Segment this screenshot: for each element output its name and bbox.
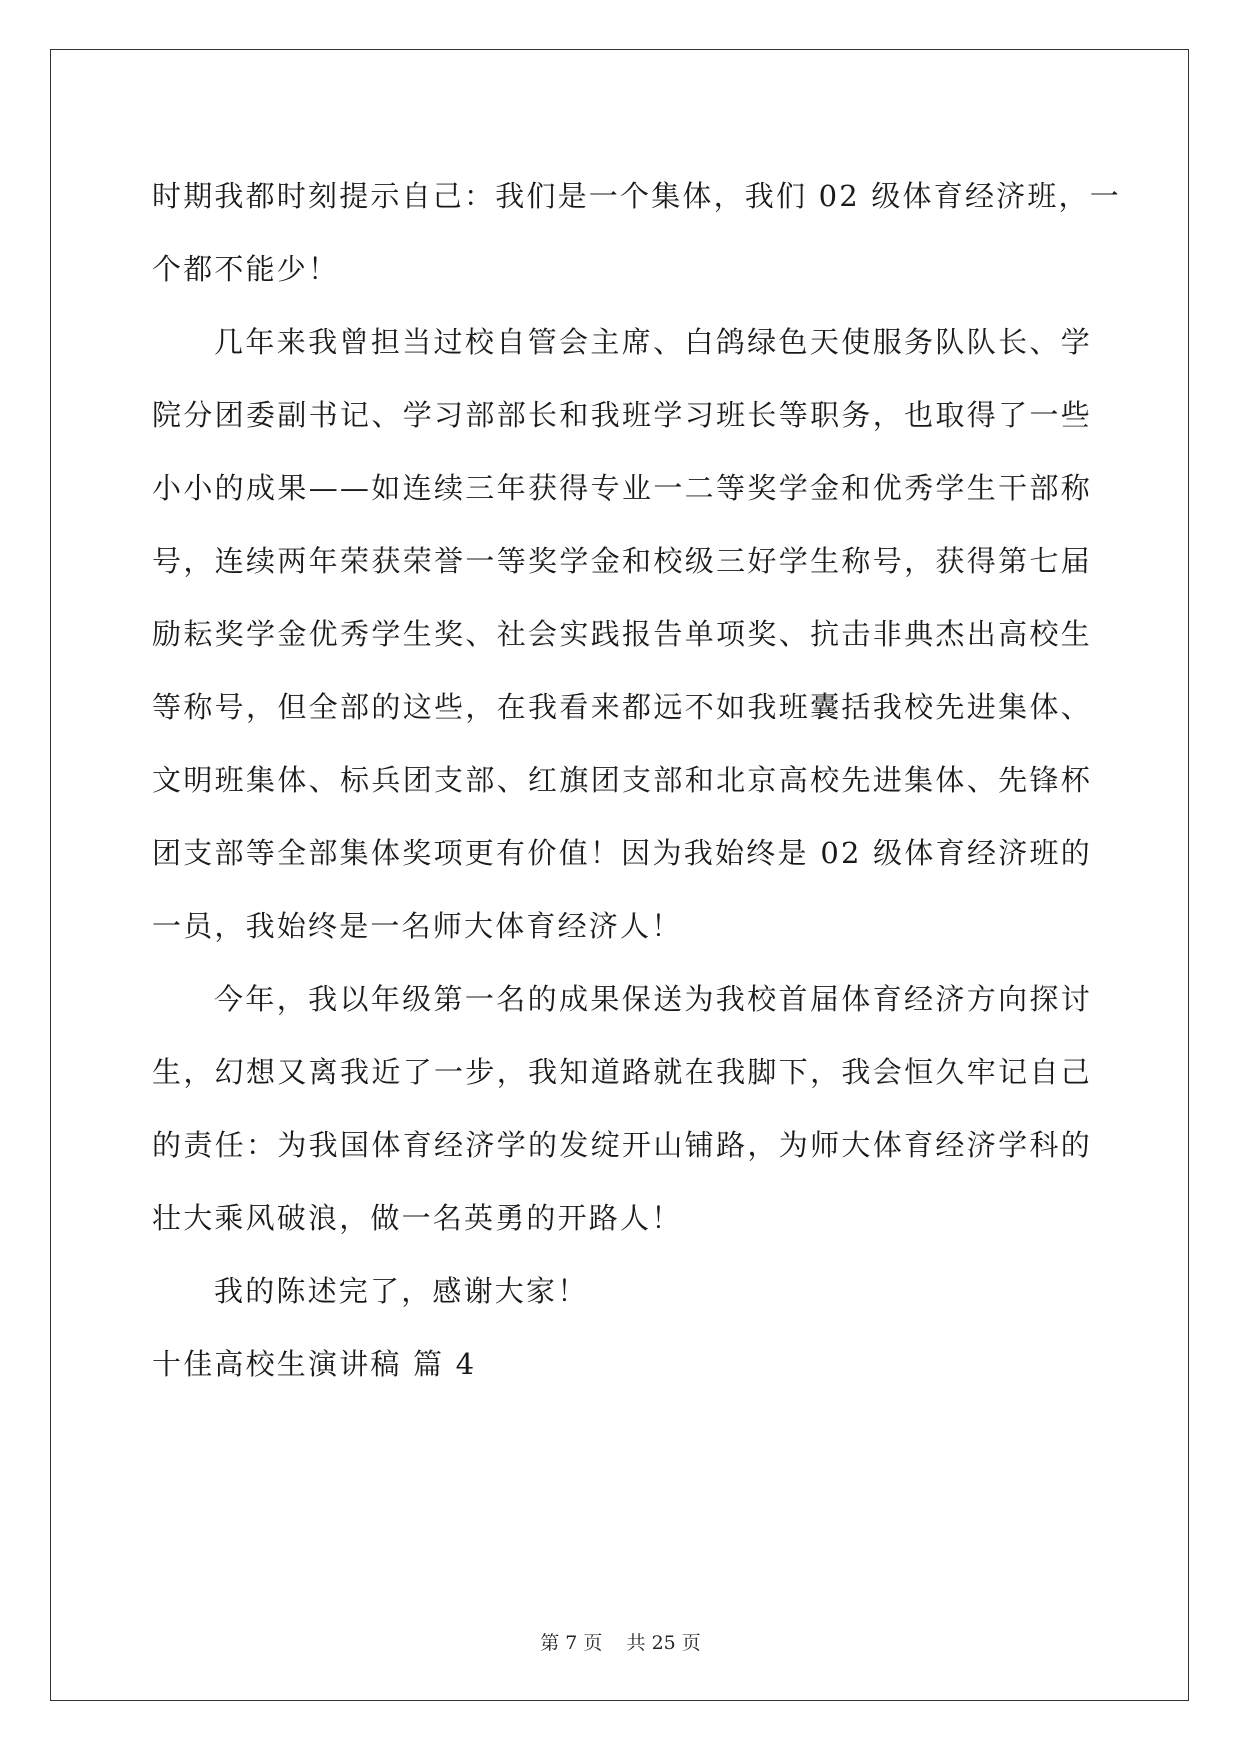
paragraph-line: 壮大乘风破浪，做一名英勇的开路人！ (152, 1201, 683, 1235)
section-heading: 十佳高校生演讲稿 篇 4 (152, 1347, 477, 1381)
paragraph-line: 的责任：为我国体育经济学的发绽开山铺路，为师大体育经济学科的 (152, 1128, 1092, 1162)
page-number: 第 7 页 (540, 1632, 603, 1654)
paragraph-line: 今年，我以年级第一名的成果保送为我校首届体育经济方向探讨 (214, 982, 1092, 1016)
paragraph-line: 励耘奖学金优秀学生奖、社会实践报告单项奖、抗击非典杰出高校生 (152, 617, 1092, 651)
paragraph-line: 小小的成果——如连续三年获得专业一二等奖学金和优秀学生干部称 (152, 471, 1092, 505)
paragraph-line: 号，连续两年荣获荣誉一等奖学金和校级三好学生称号，获得第七届 (152, 544, 1092, 578)
paragraph-line: 文明班集体、标兵团支部、红旗团支部和北京高校先进集体、先锋杯 (152, 763, 1092, 797)
paragraph-line: 一员，我始终是一名师大体育经济人！ (152, 909, 683, 943)
paragraph-line: 时期我都时刻提示自己：我们是一个集体，我们 02 级体育经济班，一 (152, 179, 1121, 213)
document-body (152, 160, 1121, 1401)
paragraph-line: 生，幻想又离我近了一步，我知道路就在我脚下，我会恒久牢记自己 (152, 1055, 1092, 1089)
paragraph-line: 个都不能少！ (152, 252, 340, 286)
paragraph-line: 我的陈述完了，感谢大家！ (214, 1274, 589, 1308)
page-footer (0, 1628, 1241, 1655)
paragraph-line: 几年来我曾担当过校自管会主席、白鸽绿色天使服务队队长、学 (214, 325, 1092, 359)
paragraph-line: 院分团委副书记、学习部部长和我班学习班长等职务，也取得了一些 (152, 398, 1092, 432)
page-total: 共 25 页 (626, 1632, 701, 1654)
paragraph-line: 等称号，但全部的这些，在我看来都远不如我班囊括我校先进集体、 (152, 690, 1092, 724)
paragraph-line: 团支部等全部集体奖项更有价值！因为我始终是 02 级体育经济班的 (152, 836, 1092, 870)
